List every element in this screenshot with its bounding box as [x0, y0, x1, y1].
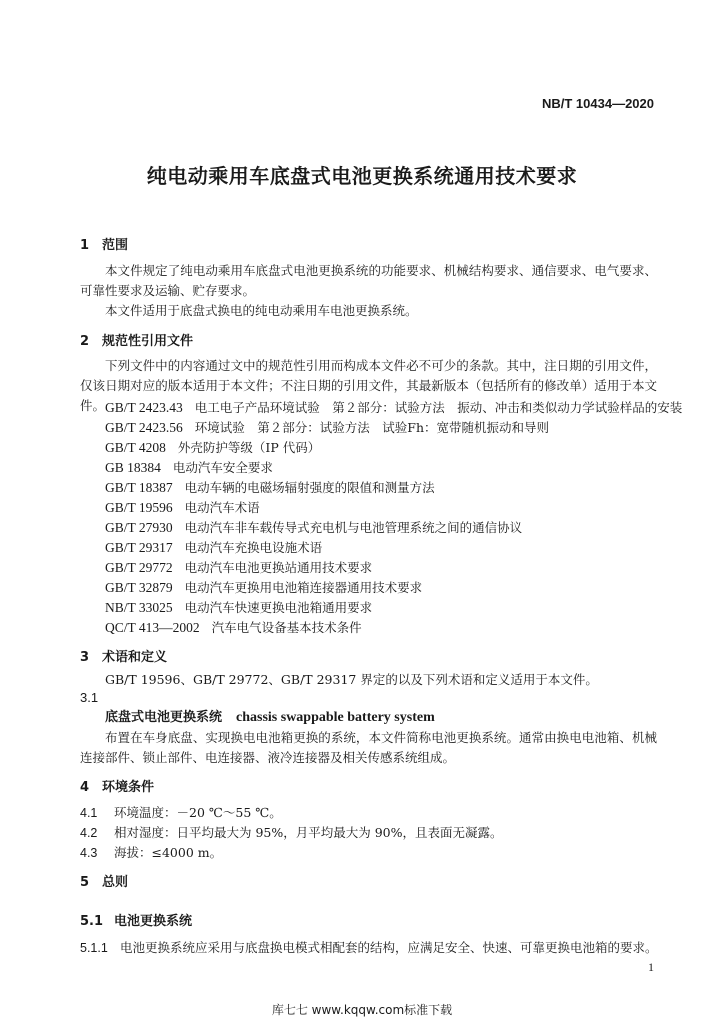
section-number: 3	[80, 650, 90, 665]
subsection-title: 电池更换系统	[114, 914, 193, 929]
term-definition: 布置在车身底盘、实现换电电池箱更换的系统，本文件简称电池更换系统。通常由换电电池箱、机械连接部件、锁止部件、电连接器、液冷连接器及相关传感系统组成。	[80, 730, 657, 765]
clause-item	[80, 843, 222, 861]
term-number: 3.1	[80, 690, 99, 705]
section-title: 环境条件	[102, 780, 155, 795]
reference-item	[105, 498, 260, 516]
reference-title: 外壳防护等级（IP 代码）	[177, 440, 321, 455]
reference-item	[105, 458, 273, 476]
reference-code: GB/T 19596	[105, 500, 173, 515]
reference-code: GB/T 2423.56	[105, 420, 183, 435]
reference-item	[105, 418, 549, 436]
reference-item	[105, 618, 362, 636]
reference-title: 电动汽车快速更换电池箱通用要求	[184, 600, 373, 615]
reference-code: GB/T 29317	[105, 540, 173, 555]
term-name	[105, 706, 435, 726]
reference-item	[105, 558, 372, 576]
term-name-cn: 底盘式电池更换系统	[105, 710, 223, 725]
reference-title: 电动车辆的电磁场辐射强度的限值和测量方法	[184, 480, 435, 495]
reference-title: 电动汽车更换用电池箱连接器通用技术要求	[184, 580, 423, 595]
reference-code: GB/T 32879	[105, 580, 173, 595]
page-number: 1	[648, 960, 654, 974]
reference-title: 电动汽车术语	[184, 500, 260, 515]
reference-title: 电动汽车安全要求	[172, 460, 273, 475]
reference-title: 电动汽车非车载传导式充电机与电池管理系统之间的通信协议	[184, 520, 523, 535]
reference-code: QC/T 413—2002	[105, 620, 200, 635]
section-1-heading	[80, 234, 128, 253]
reference-code: GB/T 4208	[105, 440, 166, 455]
clause-item	[80, 803, 282, 821]
reference-title: 电工电子产品环境试验 第２部分：试验方法 振动、冲击和类似动力学试验样品的安装	[194, 400, 683, 415]
clause-text: 电池更换系统应采用与底盘换电模式相配套的结构，应满足安全、快速、可靠更换电池箱的要求。	[120, 940, 658, 955]
section-number: 4	[80, 780, 90, 795]
normative-references-intro: 下列文件中的内容通过文中的规范性引用而构成本文件必不可少的条款。其中，注日期的引用文件，仅该日期对应的版本适用于本文件；不注日期的引用文件，其最新版本（包括所有的修改单）适用于本文件。	[80, 358, 657, 413]
reference-item	[105, 538, 322, 556]
source-watermark: 库七七 www.kqqw.com标准下载	[271, 1003, 453, 1017]
reference-item	[105, 478, 435, 496]
section-2-heading	[80, 330, 193, 349]
section-number: 1	[80, 238, 90, 253]
section-number: 5	[80, 875, 90, 890]
section-title: 术语和定义	[102, 650, 168, 665]
clause-item	[80, 938, 658, 956]
reference-item	[105, 578, 422, 596]
section-title: 范围	[102, 238, 129, 253]
scope-paragraph-1: 本文件规定了纯电动乘用车底盘式电池更换系统的功能要求、机械结构要求、通信要求、电气要求、可靠性要求及运输、贮存要求。	[80, 263, 657, 298]
reference-item	[105, 398, 682, 416]
subsection-number: 5.1	[80, 914, 104, 929]
reference-item	[105, 518, 522, 536]
clause-text: 海拔：≤4000 m。	[114, 845, 223, 860]
reference-code: GB/T 18387	[105, 480, 173, 495]
clause-text: 相对湿度：日平均最大为 95%，月平均最大为 90%，且表面无凝露。	[114, 825, 503, 840]
clause-number: 5.1.1	[80, 941, 108, 955]
section-3-heading	[80, 646, 167, 665]
reference-title: 环境试验 第２部分：试验方法 试验Fh：宽带随机振动和导则	[194, 420, 549, 435]
clause-number: 4.1	[80, 806, 98, 820]
clause-number: 4.3	[80, 846, 98, 860]
standard-code: NB/T 10434—2020	[541, 96, 654, 111]
reference-code: GB/T 27930	[105, 520, 173, 535]
section-5-heading	[80, 871, 128, 890]
section-number: 2	[80, 334, 90, 349]
reference-code: GB/T 2423.43	[105, 400, 183, 415]
scope-paragraph-2: 本文件适用于底盘式换电的纯电动乘用车电池更换系统。	[105, 303, 418, 318]
clause-text: 环境温度：－20 ℃～55 ℃。	[114, 805, 282, 820]
document-title: 纯电动乘用车底盘式电池更换系统通用技术要求	[146, 164, 578, 188]
term-name-en: chassis swappable battery system	[236, 710, 435, 725]
section-title: 规范性引用文件	[102, 334, 194, 349]
section-title: 总则	[102, 875, 129, 890]
reference-item	[105, 598, 372, 616]
subsection-5-1-heading	[80, 910, 192, 929]
reference-title: 汽车电气设备基本技术条件	[211, 620, 362, 635]
reference-code: GB 18384	[105, 460, 161, 475]
reference-title: 电动汽车电池更换站通用技术要求	[184, 560, 373, 575]
reference-code: NB/T 33025	[105, 600, 173, 615]
reference-item	[105, 438, 320, 456]
section-4-heading	[80, 776, 154, 795]
clause-item	[80, 823, 503, 841]
clause-number: 4.2	[80, 826, 98, 840]
terms-intro: GB/T 19596、GB/T 29772、GB/T 29317 界定的以及下列术语和定义适用于本文件。	[105, 672, 598, 687]
reference-code: GB/T 29772	[105, 560, 173, 575]
reference-title: 电动汽车充换电设施术语	[184, 540, 323, 555]
